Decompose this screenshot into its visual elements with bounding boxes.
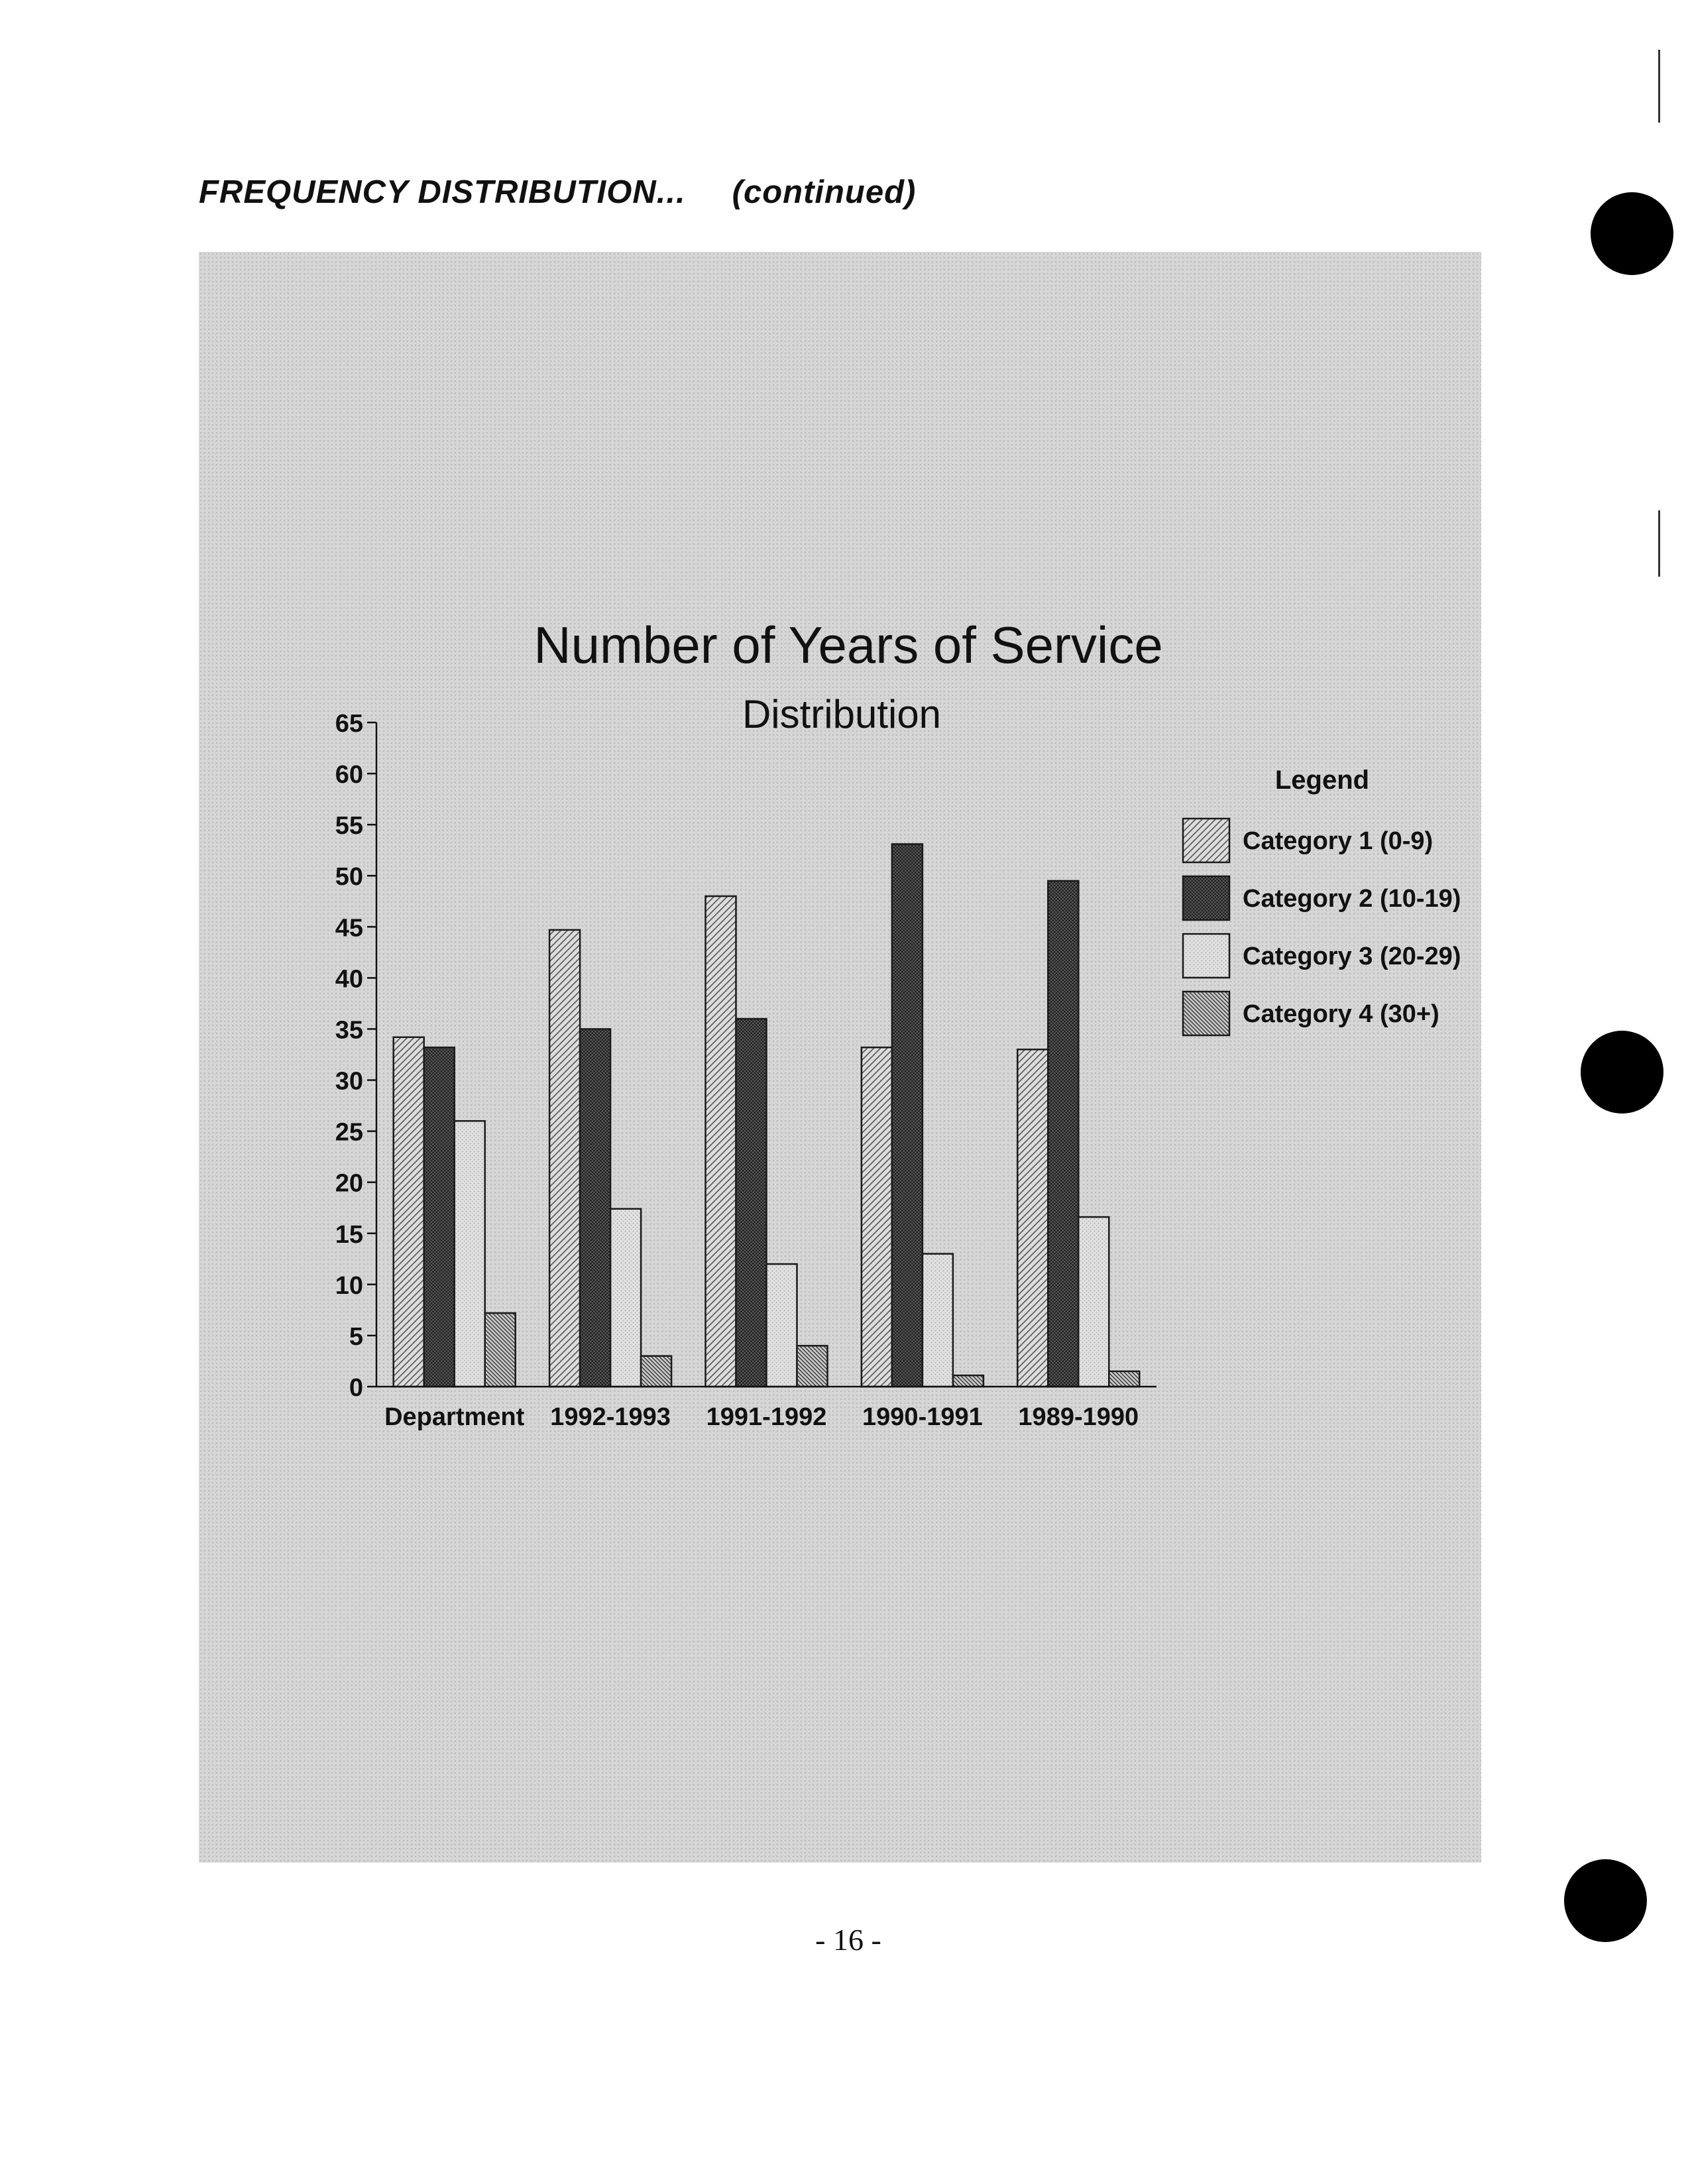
bar xyxy=(394,1037,424,1387)
bar xyxy=(580,1029,610,1387)
y-tick-label: 65 xyxy=(335,710,363,738)
x-tick-label: 1990-1991 xyxy=(862,1403,983,1431)
y-tick-label: 15 xyxy=(335,1220,363,1249)
bar xyxy=(549,930,580,1387)
edge-mark xyxy=(1658,50,1660,123)
edge-mark xyxy=(1658,510,1660,577)
bar-chart xyxy=(199,252,1481,1863)
x-tick-label: 1991-1992 xyxy=(706,1403,827,1431)
header-title: FREQUENCY DISTRIBUTION... xyxy=(199,174,686,210)
bars-layer xyxy=(394,844,1140,1387)
bar xyxy=(610,1209,641,1387)
header-continued: (continued) xyxy=(732,174,917,210)
legend-swatch xyxy=(1183,876,1229,920)
binder-hole-middle xyxy=(1581,1031,1663,1114)
legend-label: Category 1 (0-9) xyxy=(1243,827,1434,855)
bar xyxy=(706,896,736,1387)
bar xyxy=(923,1254,953,1387)
legend xyxy=(1183,766,1461,1035)
y-tick-label: 45 xyxy=(335,914,363,943)
legend-label: Category 2 (10-19) xyxy=(1243,885,1461,913)
bar xyxy=(892,844,923,1387)
y-tick-label: 60 xyxy=(335,761,363,789)
x-tick-label: 1992-1993 xyxy=(550,1403,671,1431)
y-tick-label: 20 xyxy=(335,1169,363,1198)
bar xyxy=(736,1019,767,1387)
page-number: - 16 - xyxy=(815,1923,881,1957)
binder-hole-top xyxy=(1591,192,1673,275)
bar xyxy=(1017,1049,1048,1387)
bar xyxy=(424,1047,455,1387)
chart-subtitle: Distribution xyxy=(742,692,942,736)
page-header xyxy=(199,174,916,211)
y-tick-label: 35 xyxy=(335,1016,363,1045)
legend-swatch xyxy=(1183,934,1229,978)
y-tick-label: 40 xyxy=(335,965,363,994)
bar xyxy=(767,1264,797,1387)
bar xyxy=(862,1047,892,1387)
y-tick-label: 0 xyxy=(349,1374,363,1402)
chart-title: Number of Years of Service xyxy=(534,616,1163,674)
bar xyxy=(641,1356,671,1387)
y-tick-label: 5 xyxy=(349,1322,363,1351)
bar xyxy=(485,1313,516,1387)
y-tick-label: 25 xyxy=(335,1118,363,1147)
bar xyxy=(455,1121,485,1387)
bar xyxy=(797,1346,828,1387)
y-tick-label: 10 xyxy=(335,1271,363,1300)
y-tick-label: 30 xyxy=(335,1067,363,1096)
bar xyxy=(1078,1217,1109,1387)
legend-title: Legend xyxy=(1274,766,1370,795)
legend-swatch xyxy=(1183,819,1229,862)
y-tick-label: 50 xyxy=(335,863,363,891)
bar xyxy=(1109,1371,1139,1387)
bar xyxy=(1048,881,1078,1387)
x-tick-label: 1989-1990 xyxy=(1018,1403,1139,1431)
x-tick-label: Department xyxy=(384,1403,525,1431)
binder-hole-bottom xyxy=(1564,1859,1647,1942)
legend-label: Category 3 (20-29) xyxy=(1243,943,1461,970)
legend-swatch xyxy=(1183,992,1229,1035)
legend-label: Category 4 (30+) xyxy=(1243,1000,1439,1028)
y-tick-label: 55 xyxy=(335,812,363,840)
chart-panel xyxy=(199,252,1481,1863)
bar xyxy=(953,1375,984,1387)
